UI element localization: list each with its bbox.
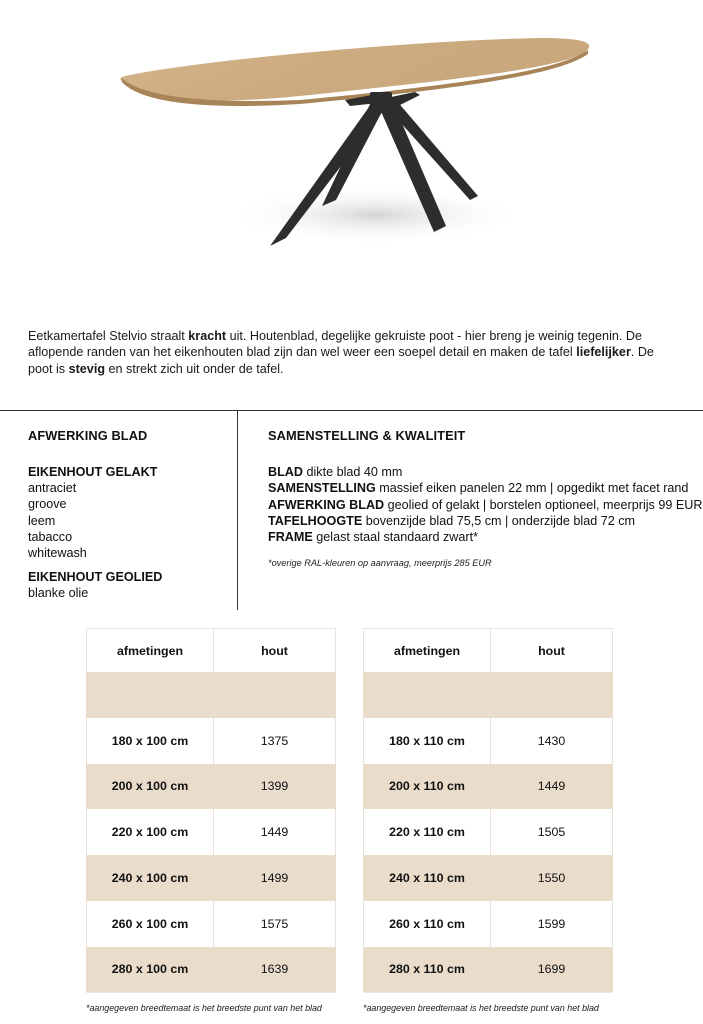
price-cell: 1505 [491, 809, 613, 855]
description-line-3: poot is stevig en strekt zich uit onder de tafel. [28, 361, 284, 376]
ral-footnote: *overige RAL-kleuren op aanvraag, meerprijs 285 EUR [268, 558, 492, 569]
width-note-right: *aangegeven breedtemaat is het breedste punt van het blad [363, 1003, 599, 1013]
price-cell: 1699 [491, 947, 613, 992]
table-spacer-row [363, 672, 613, 718]
header-dimensions: afmetingen [86, 629, 214, 673]
oiled-oak-title: EIKENHOUT GEOLIED [28, 570, 163, 585]
dimension-cell: 180 x 110 cm [363, 718, 491, 764]
table-row [86, 718, 336, 764]
price-cell: 1449 [491, 764, 613, 810]
price-cell: 1550 [491, 855, 613, 901]
floor-shadow [225, 185, 525, 245]
dimension-cell: 280 x 100 cm [86, 947, 214, 992]
spec-item: FRAME gelast staal standaard zwart* [268, 530, 478, 545]
table-row [363, 718, 613, 764]
header-dimensions: afmetingen [363, 629, 491, 673]
price-cell: 1430 [491, 718, 613, 764]
dimension-cell: 220 x 100 cm [86, 809, 214, 855]
finish-option: tabacco [28, 529, 73, 544]
dimension-cell: 180 x 100 cm [86, 718, 214, 764]
header-wood: hout [491, 629, 613, 673]
price-cell: 1449 [214, 809, 336, 855]
price-cell: 1599 [491, 901, 613, 947]
finish-title: AFWERKING BLAD [28, 428, 148, 443]
finish-option: groove [28, 497, 67, 512]
table-row [363, 947, 613, 993]
width-note-left: *aangegeven breedtemaat is het breedste punt van het blad [86, 1003, 322, 1013]
table-row [86, 855, 336, 901]
lacquered-list [28, 480, 228, 561]
price-table-110 [363, 628, 613, 993]
specs-list [268, 464, 703, 545]
price-cell: 1375 [214, 718, 336, 764]
table-row [363, 764, 613, 810]
spec-item: SAMENSTELLING massief eiken panelen 22 mm | opgedikt met facet rand [268, 481, 689, 496]
table-row [363, 855, 613, 901]
dimension-cell: 220 x 110 cm [363, 809, 491, 855]
price-cell: 1575 [214, 901, 336, 947]
price-cell: 1499 [214, 855, 336, 901]
finish-option: antraciet [28, 481, 77, 495]
table-header [363, 628, 613, 672]
spec-item: TAFELHOOGTE bovenzijde blad 75,5 cm | onderzijde blad 72 cm [268, 513, 636, 528]
table-row [86, 809, 336, 855]
table-row [86, 901, 336, 947]
vertical-divider [237, 410, 238, 610]
dimension-cell: 240 x 110 cm [363, 855, 491, 901]
dimension-cell: 260 x 110 cm [363, 901, 491, 947]
table-row [86, 764, 336, 810]
price-cell: 1399 [214, 764, 336, 810]
table-header [86, 628, 336, 672]
table-row [363, 809, 613, 855]
product-image [0, 0, 703, 300]
dimension-cell: 280 x 110 cm [363, 947, 491, 992]
header-wood: hout [214, 629, 336, 673]
product-description [28, 328, 678, 377]
spec-item: AFWERKING BLAD geolied of gelakt | borstelen optioneel, meerprijs 99 EUR [268, 497, 703, 512]
price-table-100 [86, 628, 336, 993]
finish-option: leem [28, 513, 56, 528]
dimension-cell: 200 x 110 cm [363, 764, 491, 810]
dimension-cell: 260 x 100 cm [86, 901, 214, 947]
description-line-1: Eetkamertafel Stelvio straalt kracht uit. Houtenblad, degelijke gekruiste poot - hier breng je weinig tegenin. De [28, 329, 642, 343]
specs-title: SAMENSTELLING & KWALITEIT [268, 428, 466, 443]
table-spacer-row [86, 672, 336, 718]
finish-option: whitewash [28, 546, 87, 561]
specs-section [268, 428, 703, 569]
tabletop [120, 38, 589, 101]
finish-option: blanke olie [28, 586, 89, 601]
table-illustration [0, 0, 703, 300]
finish-section [28, 428, 228, 602]
horizontal-divider [0, 410, 703, 411]
table-row [363, 901, 613, 947]
lacquered-oak-title: EIKENHOUT GELAKT [28, 465, 158, 479]
price-cell: 1639 [214, 947, 336, 992]
dimension-cell: 240 x 100 cm [86, 855, 214, 901]
table-row [86, 947, 336, 993]
spec-item: BLAD dikte blad 40 mm [268, 465, 403, 479]
dimension-cell: 200 x 100 cm [86, 764, 214, 810]
description-line-2: aflopende randen van het eikenhouten blad zijn dan wel weer een soepel detail en maken de tafel liefelijker. De [28, 345, 654, 360]
